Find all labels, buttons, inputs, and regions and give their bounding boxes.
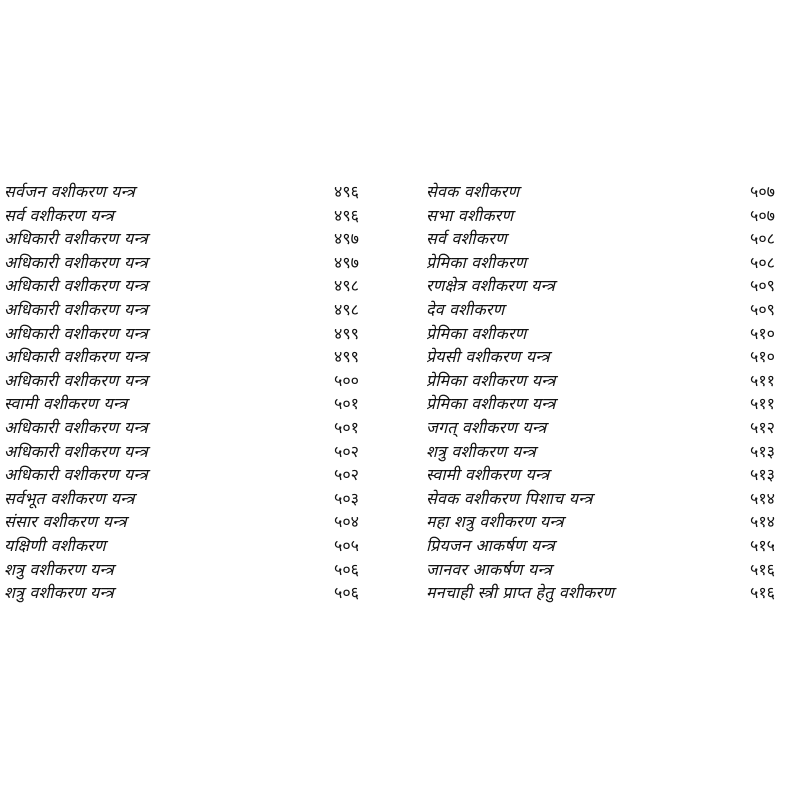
entry-title: सेवक वशीकरण पिशाच यन्त्र (426, 488, 593, 508)
entry-page-number: ५०२ (334, 441, 359, 461)
entry-title: अधिकारी वशीकरण यन्त्र (4, 370, 148, 390)
entry-page-number: ५०२ (334, 465, 359, 485)
entry-page-number: ४९६ (334, 205, 359, 225)
index-entry (420, 322, 796, 346)
entry-title: प्रियजन आकर्षण यन्त्र (426, 535, 555, 555)
entry-page-number: ५११ (750, 370, 775, 390)
entry-page-number: ५०६ (334, 583, 359, 603)
entry-title: सर्वभूत वशीकरण यन्त्र (4, 488, 135, 508)
entry-title: अधिकारी वशीकरण यन्त्र (4, 441, 148, 461)
index-entry (4, 581, 376, 605)
index-entry (420, 416, 796, 440)
entry-page-number: ५०३ (334, 488, 359, 508)
entry-title: संसार वशीकरण यन्त्र (4, 512, 127, 532)
entry-title: महा शत्रु वशीकरण यन्त्र (426, 512, 564, 532)
index-entry (420, 274, 796, 298)
entry-page-number: ४९८ (334, 276, 359, 296)
entry-title: प्रेमिका वशीकरण (426, 252, 527, 272)
index-entry (4, 416, 376, 440)
entry-page-number: ५०६ (334, 559, 359, 579)
index-entry (4, 558, 376, 582)
index-entry (420, 298, 796, 322)
entry-title: प्रेयसी वशीकरण यन्त्र (426, 347, 550, 367)
entry-title: रणक्षेत्र वशीकरण यन्त्र (426, 276, 556, 296)
entry-page-number: ५१६ (750, 583, 775, 603)
entry-title: प्रेमिका वशीकरण (426, 323, 527, 343)
entry-page-number: ५०९ (750, 299, 775, 319)
index-entry (4, 463, 376, 487)
entry-page-number: ४९६ (334, 182, 359, 201)
entry-page-number: ४९९ (334, 323, 359, 343)
entry-title: अधिकारी वशीकरण यन्त्र (4, 252, 148, 272)
entry-title: स्वामी वशीकरण यन्त्र (4, 394, 128, 414)
index-entry (420, 510, 796, 534)
entry-title: देव वशीकरण (426, 299, 505, 319)
index-entry (420, 345, 796, 369)
index-entry (4, 487, 376, 511)
index-entry (4, 345, 376, 369)
entry-page-number: ५०१ (334, 417, 359, 437)
entry-page-number: ५०८ (750, 252, 775, 272)
entry-title: शत्रु वशीकरण यन्त्र (4, 583, 114, 603)
index-entry (420, 581, 796, 605)
index-entry (420, 392, 796, 416)
index-entry (4, 227, 376, 251)
index-entry (420, 440, 796, 464)
entry-title: शत्रु वशीकरण यन्त्र (426, 441, 536, 461)
entry-title: मनचाही स्त्री प्राप्त हेतु वशीकरण (426, 583, 615, 603)
entry-page-number: ५१५ (750, 535, 775, 555)
left-column (4, 180, 376, 605)
entry-title: अधिकारी वशीकरण यन्त्र (4, 229, 148, 249)
entry-page-number: ४९९ (334, 347, 359, 367)
entry-page-number: ५०७ (750, 205, 775, 225)
index-entry (4, 534, 376, 558)
index-entry (420, 204, 796, 228)
entry-title: अधिकारी वशीकरण यन्त्र (4, 465, 148, 485)
index-entry (420, 180, 796, 204)
entry-page-number: ५०८ (750, 229, 775, 249)
entry-title: जानवर आकर्षण यन्त्र (426, 559, 552, 579)
entry-page-number: ४९७ (334, 229, 359, 249)
entry-title: स्वामी वशीकरण यन्त्र (426, 465, 550, 485)
index-entry (420, 534, 796, 558)
entry-title: अधिकारी वशीकरण यन्त्र (4, 299, 148, 319)
entry-page-number: ५१२ (750, 417, 775, 437)
index-entry (4, 274, 376, 298)
entry-title: सर्व वशीकरण (426, 229, 507, 249)
index-entry (420, 369, 796, 393)
index-entry (420, 227, 796, 251)
right-column (420, 180, 796, 605)
entry-title: सेवक वशीकरण (426, 182, 520, 201)
entry-page-number: ५१३ (750, 465, 775, 485)
index-entry (420, 487, 796, 511)
entry-page-number: ५०७ (750, 182, 775, 201)
entry-page-number: ५१० (750, 323, 775, 343)
index-entry (4, 204, 376, 228)
index-entry (4, 298, 376, 322)
entry-title: प्रेमिका वशीकरण यन्त्र (426, 370, 556, 390)
entry-page-number: ५०५ (334, 535, 359, 555)
index-entry (4, 251, 376, 275)
entry-title: सर्वजन वशीकरण यन्त्र (4, 182, 136, 201)
entry-title: अधिकारी वशीकरण यन्त्र (4, 417, 148, 437)
entry-page-number: ५१० (750, 347, 775, 367)
index-entry (4, 180, 376, 204)
index-entry (4, 392, 376, 416)
entry-title: जगत् वशीकरण यन्त्र (426, 417, 547, 437)
entry-title: सभा वशीकरण (426, 205, 514, 225)
index-entry (4, 510, 376, 534)
entry-page-number: ५०१ (334, 394, 359, 414)
entry-title: अधिकारी वशीकरण यन्त्र (4, 276, 148, 296)
entry-page-number: ५११ (750, 394, 775, 414)
entry-page-number: ५१६ (750, 559, 775, 579)
index-entry (4, 440, 376, 464)
entry-title: यक्षिणी वशीकरण (4, 535, 106, 555)
entry-page-number: ५०९ (750, 276, 775, 296)
entry-page-number: ५१३ (750, 441, 775, 461)
index-entry (420, 558, 796, 582)
entry-page-number: ४९७ (334, 252, 359, 272)
entry-page-number: ५०४ (334, 512, 359, 532)
entry-title: अधिकारी वशीकरण यन्त्र (4, 323, 148, 343)
entry-page-number: ५०० (334, 370, 359, 390)
entry-title: शत्रु वशीकरण यन्त्र (4, 559, 114, 579)
index-entry (420, 251, 796, 275)
entry-title: सर्व वशीकरण यन्त्र (4, 205, 114, 225)
index-entry (4, 322, 376, 346)
index-entry (420, 463, 796, 487)
entry-page-number: ४९८ (334, 299, 359, 319)
entry-title: अधिकारी वशीकरण यन्त्र (4, 347, 148, 367)
index-entry (4, 369, 376, 393)
entry-title: प्रेमिका वशीकरण यन्त्र (426, 394, 556, 414)
entry-page-number: ५१४ (750, 488, 775, 508)
entry-page-number: ५१४ (750, 512, 775, 532)
